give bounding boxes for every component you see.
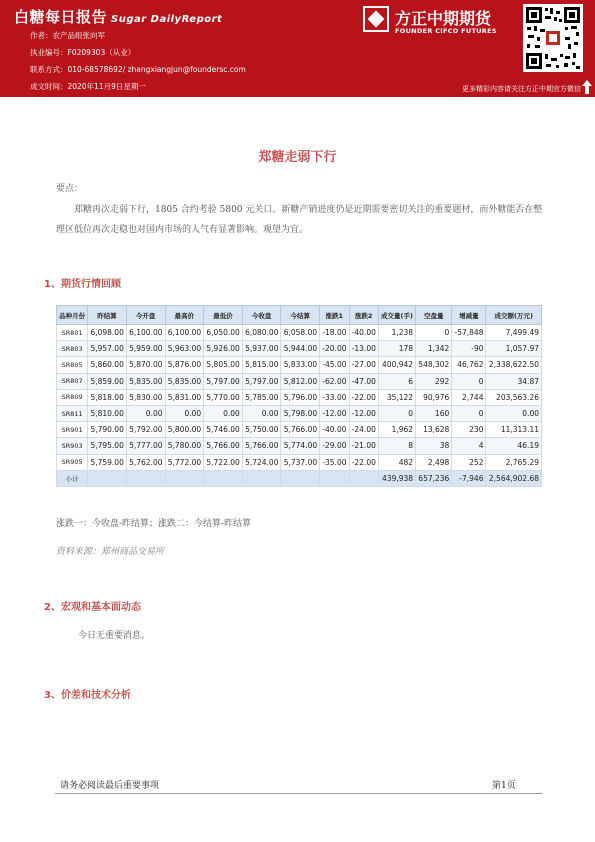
table-cell: [349, 470, 378, 486]
table-cell: 5,722.00: [204, 454, 243, 470]
table-cell: 439,938: [378, 470, 415, 486]
table-row: [57, 454, 542, 470]
table-header-row: [57, 306, 542, 325]
table-cell: 0: [378, 405, 415, 421]
follow-wechat-text: 更多精彩内容请关注方正中期官方微信: [462, 85, 581, 93]
table-cell: 5,805.00: [204, 357, 243, 373]
table-cell: 1,342: [416, 341, 452, 357]
table-cell: 5,937.00: [242, 341, 281, 357]
table-cell: 90,976: [416, 389, 452, 405]
table-cell: -22.00: [349, 389, 378, 405]
footer-disclaimer: 请务必阅读最后重要事项: [60, 781, 160, 791]
table-cell: -40.00: [349, 325, 378, 341]
data-source: 资料来源：郑州商品交易所: [56, 547, 165, 557]
table-row: [57, 389, 542, 405]
table-cell: 5,810.00: [88, 405, 127, 421]
table-cell: 6,080.00: [242, 325, 281, 341]
table-cell: -20.00: [320, 341, 349, 357]
table-cell: 5,944.00: [281, 341, 320, 357]
table-cell: 46.19: [486, 438, 542, 454]
table-cell: 5,780.00: [165, 438, 204, 454]
column-header: 涨跌2: [349, 306, 378, 325]
table-cell: 5,860.00: [88, 357, 127, 373]
table-cell: [204, 470, 243, 486]
table-cell: 5,737.00: [281, 454, 320, 470]
contract-cell: SR801: [57, 325, 88, 341]
table-cell: 6: [378, 373, 415, 389]
table-cell: 5,833.00: [281, 357, 320, 373]
table-cell: -18.00: [320, 325, 349, 341]
column-header: 最低价: [204, 306, 243, 325]
table-cell: 11,313.11: [486, 422, 542, 438]
column-header: 增减量: [452, 306, 486, 325]
table-cell: 5,762.00: [126, 454, 165, 470]
table-cell: 5,831.00: [165, 389, 204, 405]
contract-cell: SR901: [57, 422, 88, 438]
table-cell: -57,848: [452, 325, 486, 341]
column-header: 最高价: [165, 306, 204, 325]
table-cell: -27.00: [349, 357, 378, 373]
table-cell: 5,790.00: [88, 422, 127, 438]
author: 作者：农产品组张向军: [30, 31, 105, 40]
table-cell: -29.00: [320, 438, 349, 454]
column-header: 昨结算: [88, 306, 127, 325]
table-cell: 2,498: [416, 454, 452, 470]
key-points-label: 要点：: [56, 184, 84, 194]
table-cell: 6,098.00: [88, 325, 127, 341]
table-cell: 0: [452, 405, 486, 421]
table-cell: 5,774.00: [281, 438, 320, 454]
table-cell: -21.00: [349, 438, 378, 454]
column-header: 品种月份: [57, 306, 88, 325]
table-cell: 2,744: [452, 389, 486, 405]
table-cell: 5,876.00: [165, 357, 204, 373]
table-cell: 5,777.00: [126, 438, 165, 454]
table-cell: 5,957.00: [88, 341, 127, 357]
table-cell: 0.00: [242, 405, 281, 421]
table-cell: 0.00: [204, 405, 243, 421]
table-cell: 1,057.97: [486, 341, 542, 357]
table-cell: 5,835.00: [165, 373, 204, 389]
column-header: 成交量(手): [378, 306, 415, 325]
table-cell: 0.00: [486, 405, 542, 421]
table-cell: 5,859.00: [88, 373, 127, 389]
report-title: [14, 6, 222, 27]
table-cell: -13.00: [349, 341, 378, 357]
license-number: 执业编号：F0209303（从业）: [30, 48, 136, 57]
table-cell: 657,236: [416, 470, 452, 486]
table-cell: -45.00: [320, 357, 349, 373]
table-cell: 8: [378, 438, 415, 454]
table-cell: 46,762: [452, 357, 486, 373]
table-cell: 5,926.00: [204, 341, 243, 357]
report-title-en: Sugar DailyReport: [111, 14, 223, 25]
table-cell: 0.00: [126, 405, 165, 421]
column-header: 今开盘: [126, 306, 165, 325]
table-cell: 7,499.49: [486, 325, 542, 341]
wechat-qr-code-icon: [523, 4, 583, 72]
table-cell: 4: [452, 438, 486, 454]
table-cell: -12.00: [349, 405, 378, 421]
table-cell: 5,815.00: [242, 357, 281, 373]
table-cell: -12.00: [320, 405, 349, 421]
table-cell: 5,830.00: [126, 389, 165, 405]
table-cell: 5,770.00: [204, 389, 243, 405]
contract-cell: 小计: [57, 470, 88, 486]
table-cell: 230: [452, 422, 486, 438]
table-cell: 0: [416, 325, 452, 341]
arrow-up-icon: [582, 80, 592, 94]
table-total-row: [57, 470, 542, 486]
table-cell: 5,750.00: [242, 422, 281, 438]
table-cell: 6,050.00: [204, 325, 243, 341]
table-cell: 5,766.00: [281, 422, 320, 438]
table-cell: 178: [378, 341, 415, 357]
table-row: [57, 422, 542, 438]
table-cell: 5,800.00: [165, 422, 204, 438]
table-row: [57, 357, 542, 373]
table-body: [57, 325, 542, 487]
contract-cell: SR809: [57, 389, 88, 405]
table-row: [57, 373, 542, 389]
contract-cell: SR803: [57, 341, 88, 357]
table-cell: 5,724.00: [242, 454, 281, 470]
table-cell: 0.00: [165, 405, 204, 421]
table-cell: 13,628: [416, 422, 452, 438]
table-row: [57, 438, 542, 454]
table-cell: 6,100.00: [126, 325, 165, 341]
table-cell: 34.87: [486, 373, 542, 389]
table-cell: 5,795.00: [88, 438, 127, 454]
table-cell: 5,792.00: [126, 422, 165, 438]
table-cell: 5,963.00: [165, 341, 204, 357]
contract-cell: SR811: [57, 405, 88, 421]
table-cell: 6,058.00: [281, 325, 320, 341]
table-cell: 482: [378, 454, 415, 470]
section-heading-futures-review: 1、期货行情回顾: [44, 279, 121, 290]
table-cell: 2,338,622.50: [486, 357, 542, 373]
table-cell: 5,785.00: [242, 389, 281, 405]
column-header: 涨跌1: [320, 306, 349, 325]
contract-cell: SR903: [57, 438, 88, 454]
table-cell: 2,765.29: [486, 454, 542, 470]
logo-mark-icon: [363, 6, 389, 32]
table-cell: 35,122: [378, 389, 415, 405]
table-cell: 5,870.00: [126, 357, 165, 373]
section-heading-macro: 2、宏观和基本面动态: [44, 602, 141, 613]
table-cell: 160: [416, 405, 452, 421]
table-cell: 5,797.00: [242, 373, 281, 389]
table-note: 涨跌一：今收盘-昨结算；涨跌二：今结算-昨结算: [56, 519, 252, 529]
table-cell: 5,772.00: [165, 454, 204, 470]
table-cell: 2,564,902.68: [486, 470, 542, 486]
table-cell: 5,796.00: [281, 389, 320, 405]
table-cell: -33.00: [320, 389, 349, 405]
contract-cell: SR905: [57, 454, 88, 470]
company-logo: [363, 6, 513, 38]
table-cell: 400,942: [378, 357, 415, 373]
page-number: 第1页: [492, 781, 516, 791]
table-cell: 5,766.00: [204, 438, 243, 454]
table-cell: -7,946: [452, 470, 486, 486]
table-cell: 5,798.00: [281, 405, 320, 421]
table-cell: 5,835.00: [126, 373, 165, 389]
table-cell: -62.00: [320, 373, 349, 389]
table-cell: 5,797.00: [204, 373, 243, 389]
document-title: 郑糖走弱下行: [258, 150, 337, 165]
report-date: 成文时间：2020年11月9日星期一: [30, 82, 146, 91]
table-cell: 38: [416, 438, 452, 454]
table-cell: 5,812.00: [281, 373, 320, 389]
column-header: 今结算: [281, 306, 320, 325]
table-cell: -24.00: [349, 422, 378, 438]
section-heading-technical: 3、价差和技术分析: [44, 690, 131, 701]
table-cell: 5,759.00: [88, 454, 127, 470]
logo-name-cn: 方正中期期货: [395, 9, 492, 28]
table-cell: [281, 470, 320, 486]
key-points-paragraph: 郑糖再次走弱下行，1805 合约考验 5800 元关口。新糖产销进度仍是近期需要密切关注的重要题材，而外糖能否在整理区低位再次走稳也对国内市场的人气有显著影响。观望为宜。: [56, 205, 543, 235]
contract-cell: SR805: [57, 357, 88, 373]
table-cell: 6,100.00: [165, 325, 204, 341]
table-cell: [242, 470, 281, 486]
table-cell: [126, 470, 165, 486]
table-cell: -40.00: [320, 422, 349, 438]
table-cell: -35.00: [320, 454, 349, 470]
table-cell: -90: [452, 341, 486, 357]
contact-info: 联系方式：010-68578692/ zhangxiangjun@foundersc.com: [30, 65, 246, 74]
table-row: [57, 325, 542, 341]
table-row: [57, 405, 542, 421]
column-header: 空盘量: [416, 306, 452, 325]
contract-cell: SR807: [57, 373, 88, 389]
table-cell: 0: [452, 373, 486, 389]
table-cell: -22.00: [349, 454, 378, 470]
table-cell: 1,238: [378, 325, 415, 341]
table-cell: [165, 470, 204, 486]
table-cell: 1,962: [378, 422, 415, 438]
table-cell: 5,746.00: [204, 422, 243, 438]
header-banner: [0, 0, 595, 97]
table-row: [57, 341, 542, 357]
logo-name-en: FOUNDER CIFCO FUTURES: [395, 27, 497, 35]
table-cell: 5,766.00: [242, 438, 281, 454]
table-cell: -47.00: [349, 373, 378, 389]
column-header: 今收盘: [242, 306, 281, 325]
macro-text: 今日无重要消息。: [78, 631, 151, 641]
futures-quote-table: [56, 305, 542, 487]
table-cell: 292: [416, 373, 452, 389]
table-cell: [320, 470, 349, 486]
column-header: 成交额(万元): [486, 306, 542, 325]
footer-divider: [55, 793, 542, 794]
report-title-cn: 白糖每日报告: [14, 8, 108, 26]
table-cell: 203,563.26: [486, 389, 542, 405]
table-cell: [88, 470, 127, 486]
table-cell: 5,818.00: [88, 389, 127, 405]
table-cell: 548,302: [416, 357, 452, 373]
table-cell: 5,959.00: [126, 341, 165, 357]
table-cell: 252: [452, 454, 486, 470]
